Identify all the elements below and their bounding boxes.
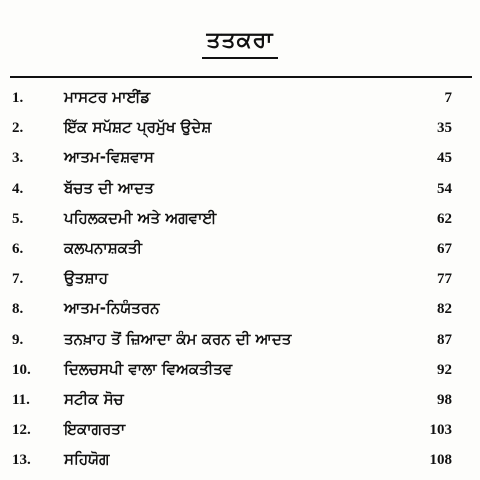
toc-entry: [0, 356, 480, 386]
toc-entry: [0, 114, 480, 144]
toc-entry: [0, 84, 480, 114]
entry-title: ਉਤਸ਼ਾਹ: [64, 269, 108, 288]
entry-number: 4.: [12, 180, 24, 197]
entry-page-number: 45: [437, 150, 452, 167]
entry-page-number: 67: [437, 240, 452, 257]
entry-title: ਆਤਮ-ਵਿਸ਼ਵਾਸ: [64, 148, 154, 167]
entry-number: 10.: [12, 361, 31, 378]
entry-page-number: 103: [429, 422, 452, 439]
entry-title: ਆਤਮ-ਨਿਯੰਤਰਨ: [64, 299, 160, 318]
entry-title: ਤਨਖ਼ਾਹ ਤੋਂ ਜ਼ਿਆਦਾ ਕੰਮ ਕਰਨ ਦੀ ਆਦਤ: [64, 329, 292, 348]
table-of-contents: [0, 84, 480, 476]
entry-number: 5.: [12, 210, 24, 227]
entry-number: 9.: [12, 331, 24, 348]
toc-entry: [0, 295, 480, 325]
entry-page-number: 54: [437, 180, 452, 197]
toc-entry: [0, 205, 480, 235]
entry-title: ਇੱਕ ਸਪੱਸ਼ਟ ਪ੍ਰਮੁੱਖ ਉਦੇਸ਼: [64, 118, 212, 137]
title-block: [0, 28, 480, 59]
toc-entry: [0, 416, 480, 446]
entry-number: 2.: [12, 120, 24, 137]
toc-entry: [0, 144, 480, 174]
entry-number: 8.: [12, 301, 24, 318]
page-title: ਤਤਕਰਾ: [202, 28, 277, 59]
toc-entry: [0, 326, 480, 356]
toc-entry: [0, 175, 480, 205]
entry-page-number: 35: [437, 120, 452, 137]
entry-title: ਬੱਚਤ ਦੀ ਆਦਤ: [64, 178, 154, 197]
entry-number: 13.: [12, 452, 31, 469]
entry-number: 12.: [12, 422, 31, 439]
entry-number: 3.: [12, 150, 24, 167]
toc-entry: [0, 235, 480, 265]
top-rule: [10, 76, 472, 78]
entry-title: ਦਿਲਚਸਪੀ ਵਾਲਾ ਵਿਅਕਤੀਤਵ: [64, 359, 233, 378]
entry-title: ਪਹਿਲਕਦਮੀ ਅਤੇ ਅਗਵਾਈ: [64, 208, 217, 227]
entry-number: 6.: [12, 240, 24, 257]
entry-page-number: 92: [437, 361, 452, 378]
entry-page-number: 7: [444, 90, 452, 106]
entry-page-number: 87: [437, 331, 452, 348]
toc-entry: [0, 386, 480, 416]
entry-title: ਸਟੀਕ ਸੋਚ: [64, 389, 124, 408]
entry-title: ਕਲਪਨਾਸ਼ਕਤੀ: [64, 238, 143, 257]
entry-title: ਇਕਾਗਰਤਾ: [64, 420, 126, 439]
entry-page-number: 62: [437, 210, 452, 227]
entry-number: 7.: [12, 271, 24, 288]
entry-page-number: 108: [429, 452, 452, 469]
entry-number: 11.: [12, 391, 30, 408]
entry-number: 1.: [12, 90, 24, 106]
toc-entry: [0, 265, 480, 295]
entry-page-number: 77: [437, 271, 452, 288]
toc-entry: [0, 446, 480, 476]
entry-title: ਸਹਿਯੋਗ: [64, 450, 110, 469]
entry-page-number: 98: [437, 391, 452, 408]
entry-title: ਮਾਸਟਰ ਮਾਈਂਡ: [64, 88, 151, 106]
entry-page-number: 82: [437, 301, 452, 318]
